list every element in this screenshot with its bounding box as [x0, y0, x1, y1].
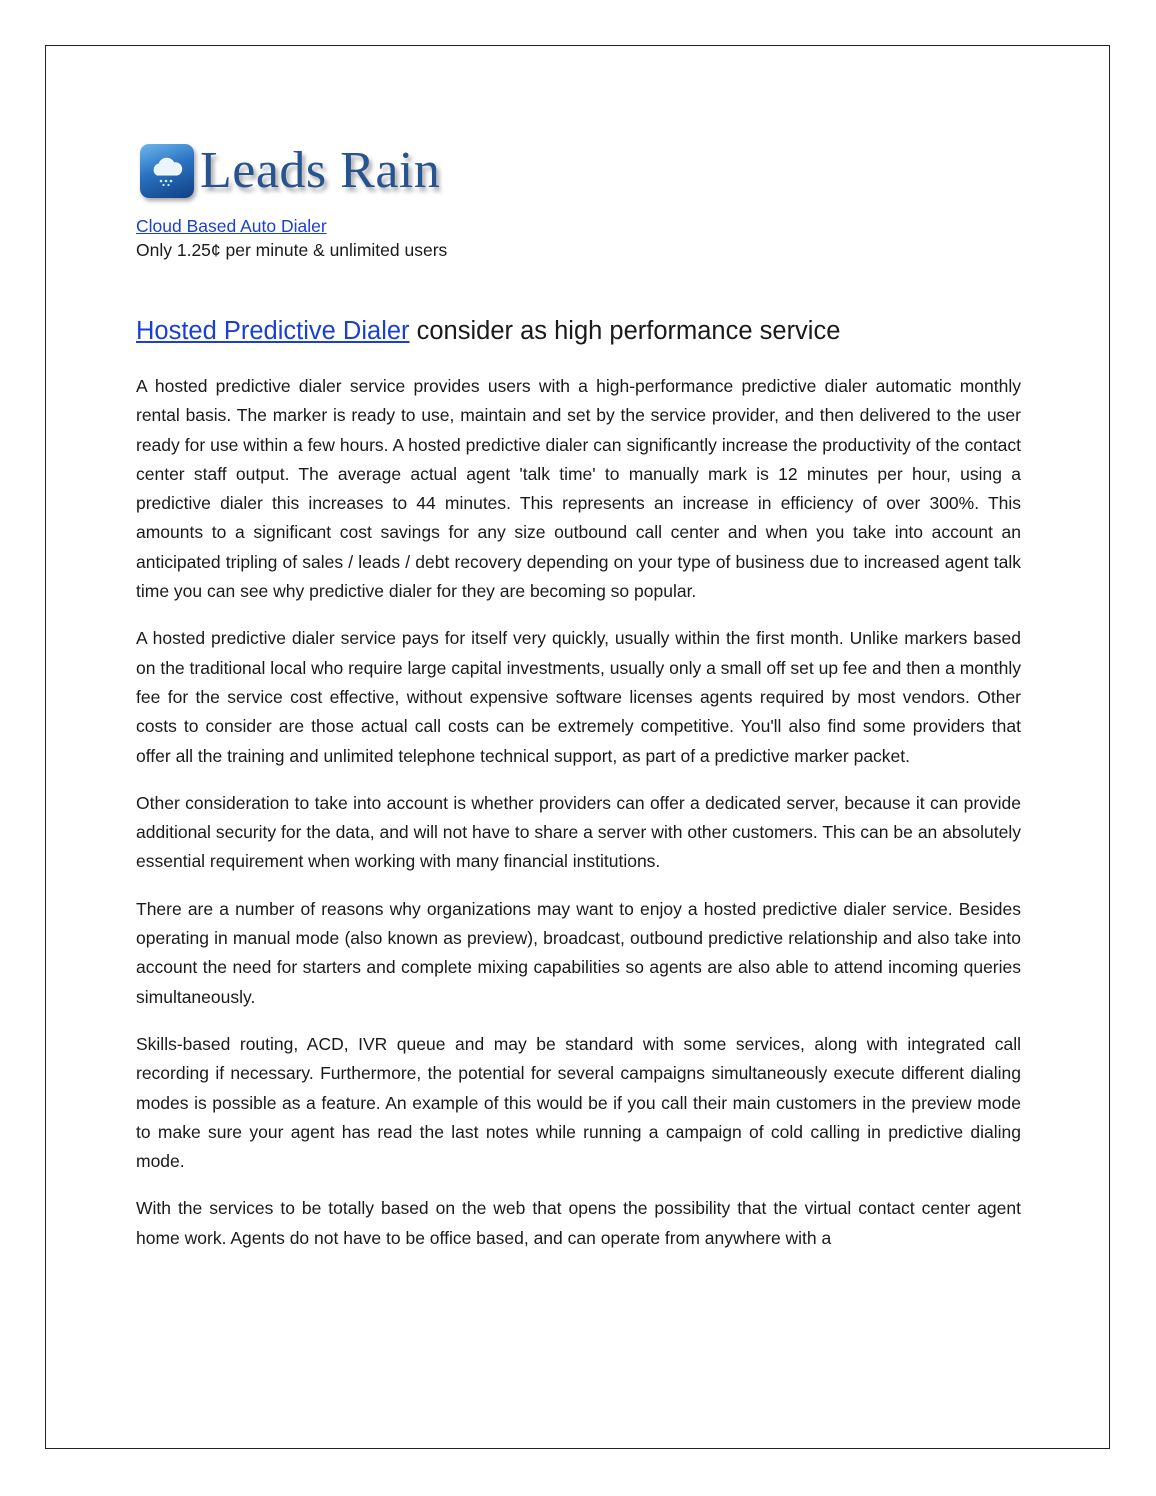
cloud-auto-dialer-link[interactable]: Cloud Based Auto Dialer	[136, 216, 327, 236]
paragraph-3: Other consideration to take into account is whether providers can offer a dedicated server, because it can provide additional security for the data, and will not have to share a server with other customers. This can be an absolutely essential requirement when working with many financial institutions.	[136, 792, 1021, 872]
document-content	[136, 140, 1021, 1253]
leads-rain-logo	[136, 140, 1021, 202]
cloud-icon	[140, 144, 194, 198]
paragraph-2: A hosted predictive dialer service pays for itself very quickly, usually within the first month. Unlike markers based on the traditional local who require large capital investments, usually only a small off set up fee and then a monthly fee for the service cost effective, without expensive software licenses agents required by most vendors. Other costs to consider are those actual call costs can be extremely competitive. You'll also find some providers that offer all the training and unlimited telephone technical support, as part of a predictive marker packet.	[136, 628, 1021, 766]
paragraph-5: Skills-based routing, ACD, IVR queue and may be standard with some services, along with integrated call recording if necessary. Furthermore, the potential for several campaigns simultaneously execute different dialing modes is possible as a feature. An example of this would be if you call their main customers in the preview mode to make sure your agent has read the last notes while running a campaign of cold calling in predictive dialing mode.	[136, 1033, 1021, 1172]
paragraph-4: There are a number of reasons why organizations may want to enjoy a hosted predictive dialer service. Besides operating in manual mode (also known as preview), broadcast, outbound predictive relationship and also take into account the need for starters and complete mixing capabilities so agents are also able to attend incoming queries simultaneously.	[136, 898, 1021, 1007]
hosted-predictive-dialer-link[interactable]: Hosted Predictive Dialer	[136, 317, 410, 345]
article-heading	[136, 314, 1021, 348]
paragraph-6: With the services to be totally based on the web that opens the possibility that the virtual contact center agent home work. Agents do not have to be office based, and can operate from anywhere with a	[136, 1198, 1021, 1248]
paragraph-1: A hosted predictive dialer service provides users with a high-performance predictive dialer automatic monthly rental basis. The marker is ready to use, maintain and set by the service provider, and then delivered to the user ready for use within a few hours. A hosted predictive dialer can significantly increase the productivity of the contact center staff output. The average actual agent 'talk time' to manually mark is 12 minutes per hour, using a predictive dialer this increases to 44 minutes. This represents an increase in efficiency of over 300%. This amounts to a significant cost savings for any size outbound call center and when you take into account an anticipated tripling of sales / leads / debt recovery depending on your type of business due to increased agent talk time you can see why predictive dialer for they are becoming so popular.	[136, 376, 1021, 602]
heading-rest: consider as high performance service	[409, 317, 841, 345]
pricing-tagline: Only 1.25¢ per minute & unlimited users	[136, 240, 448, 260]
logo-wordmark: Leads Rain	[200, 142, 441, 199]
